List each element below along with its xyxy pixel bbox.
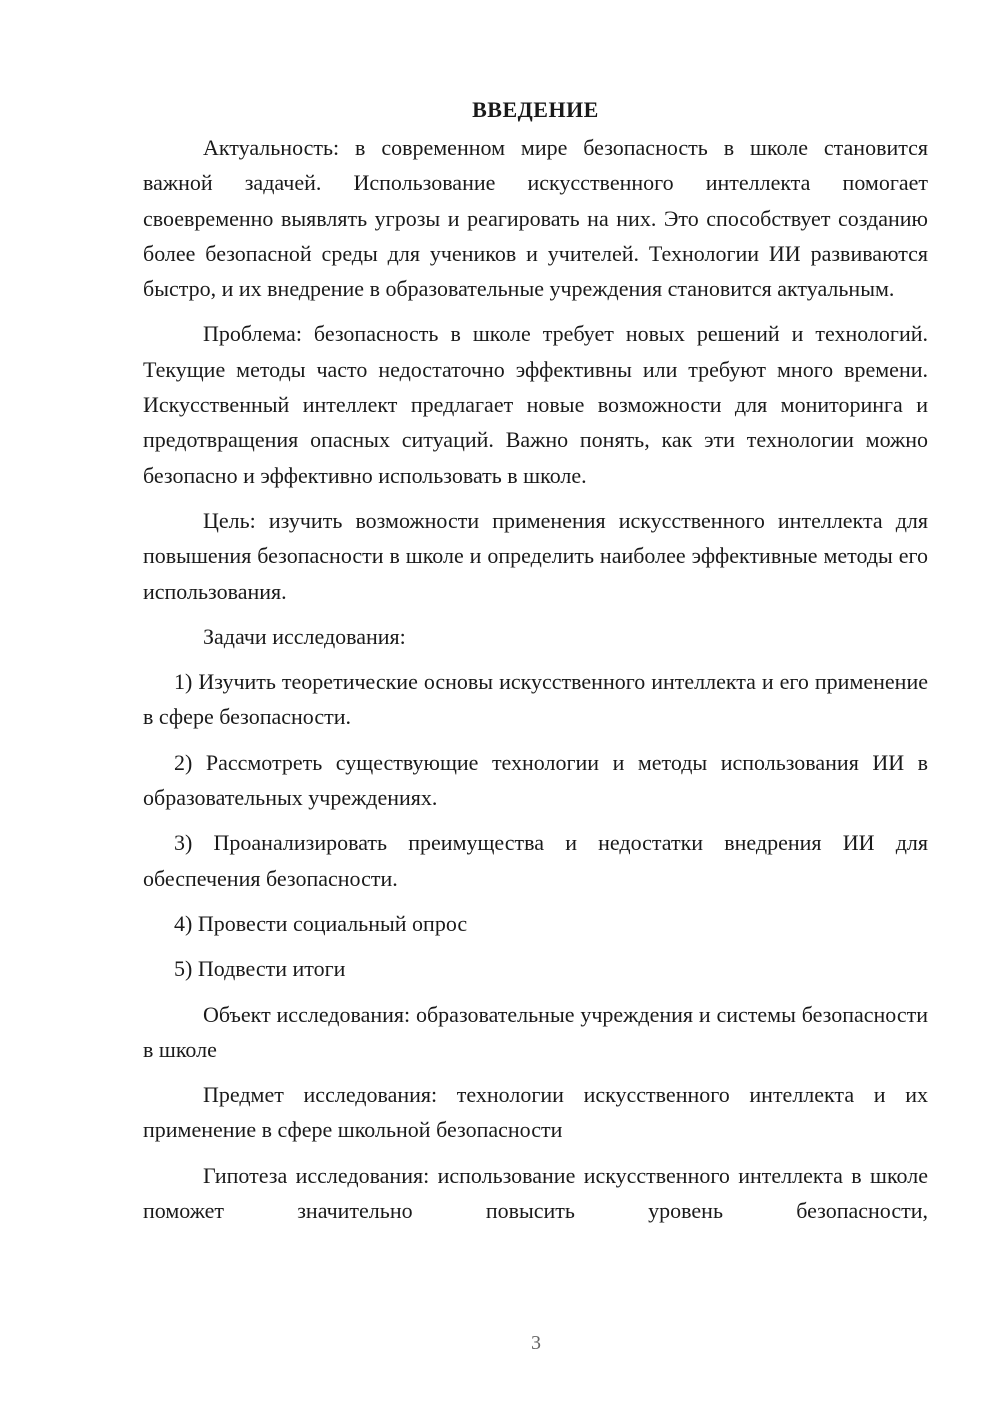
paragraph-subject: Предмет исследования: технологии искусственного интеллекта и их применение в сфере школьной безопасности <box>143 1082 928 1143</box>
document-page <box>143 92 928 1228</box>
task-item-2: 2) Рассмотреть существующие технологии и методы использования ИИ в образовательных учреждениях. <box>143 749 928 811</box>
paragraph-relevance: Актуальность: в современном мире безопасность в школе становится важной задачей. Использование искусственного интеллекта помогает своевременно выявлять угрозы и реагировать на них. Это способствует созданию более безопасной среды для учеников и учителей. Технологии ИИ развиваются быстро, и их внедрение в образовательные учреждения становится актуальным. <box>143 135 928 302</box>
paragraph-object: Объект исследования: образовательные учреждения и системы безопасности в школе <box>143 1001 928 1062</box>
task-item-3: 3) Проанализировать преимущества и недостатки внедрения ИИ для обеспечения безопасности. <box>143 830 928 891</box>
paragraph-hypothesis: Гипотеза исследования: использование искусственного интеллекта в школе поможет значительно повысить уровень безопасности, <box>143 1162 928 1224</box>
task-item-1: 1) Изучить теоретические основы искусственного интеллекта и его применение в сфере безопасности. <box>143 669 928 730</box>
tasks-heading: Задачи исследования: <box>203 623 406 649</box>
task-item-4: 4) Провести социальный опрос <box>174 910 468 936</box>
page-number: 3 <box>531 1332 541 1354</box>
task-item-5: 5) Подвести итоги <box>174 956 346 982</box>
paragraph-goal: Цель: изучить возможности применения искусственного интеллекта для повышения безопасности в школе и определить наиболее эффективные методы его использования. <box>143 507 928 604</box>
paragraph-problem: Проблема: безопасность в школе требует новых решений и технологий. Текущие методы часто недостаточно эффективны или требуют много времени. Искусственный интеллект предлагает новые возможности для мониторинга и предотвращения опасных ситуаций. Важно понять, как эти технологии можно безопасно и эффективно использовать в школе. <box>143 321 928 488</box>
section-title: ВВЕДЕНИЕ <box>472 97 599 122</box>
